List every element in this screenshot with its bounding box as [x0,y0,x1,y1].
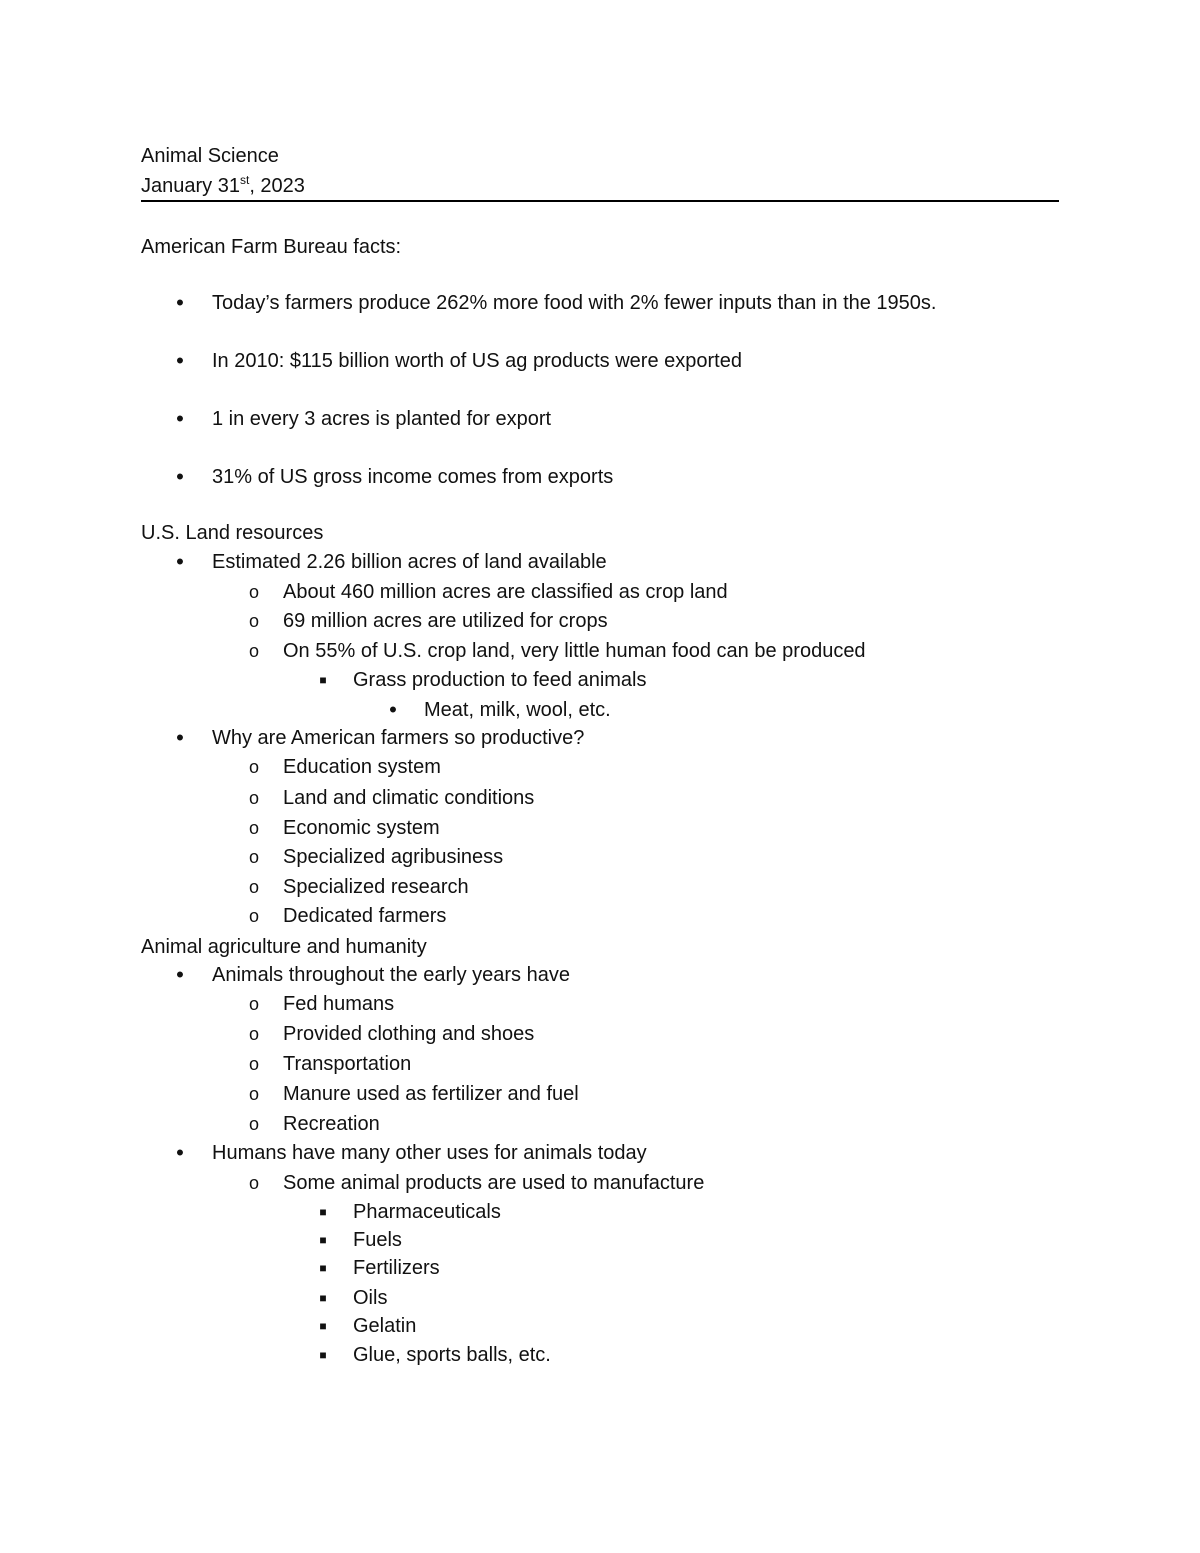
list-item: On 55% of U.S. crop land, very little human food can be produced [283,640,866,662]
bullet-circle: o [248,1084,259,1104]
date-year: , 2023 [249,175,305,197]
list-item: Dedicated farmers [283,905,447,927]
bullet-square: ■ [319,1319,327,1333]
bullet-circle: o [248,877,259,897]
course-title: Animal Science [141,145,279,167]
list-item: Transportation [283,1053,412,1075]
list-item: Education system [283,756,441,778]
header-divider [141,200,1059,202]
bullet-circle: o [248,906,259,926]
list-item: Fertilizers [353,1257,440,1279]
fact-item: 1 in every 3 acres is planted for export [212,408,552,430]
bullet-circle: o [248,757,259,777]
date-suffix: st [239,173,250,187]
list-item: Some animal products are used to manufacture [283,1172,705,1194]
bullet-dot: • [176,725,184,750]
fact-item: Today’s farmers produce 262% more food with 2% fewer inputs than in the 1950s. [212,292,937,314]
list-item: Gelatin [353,1315,417,1337]
bullet-circle: o [248,1054,259,1074]
list-item: Pharmaceuticals [353,1201,501,1223]
list-item: Glue, sports balls, etc. [353,1344,551,1366]
bullet-circle: o [248,847,259,867]
list-item: Specialized research [283,876,469,898]
list-item: Manure used as fertilizer and fuel [283,1083,579,1105]
land-heading: U.S. Land resources [141,522,324,544]
bullet-circle: o [248,582,259,602]
list-item: About 460 million acres are classified as crop land [283,581,728,603]
list-item: Humans have many other uses for animals today [212,1142,647,1164]
fact-item: In 2010: $115 billion worth of US ag products were exported [212,350,742,372]
bullet-circle: o [248,611,259,631]
bullet-dot: • [176,406,184,431]
list-item: Fuels [353,1229,402,1251]
bullet-circle: o [248,1024,259,1044]
list-item: Economic system [283,817,440,839]
bullet-dot: • [176,290,184,315]
bullet-dot: • [389,697,397,722]
list-item: Land and climatic conditions [283,787,535,809]
bullet-dot: • [176,464,184,489]
bullet-square: ■ [319,1291,327,1305]
list-item: 69 million acres are utilized for crops [283,610,608,632]
bullet-circle: o [248,788,259,808]
bullet-square: ■ [319,1261,327,1275]
date-line [141,174,305,198]
bullet-dot: • [176,549,184,574]
list-item: Specialized agribusiness [283,846,504,868]
list-item: Grass production to feed animals [353,669,647,691]
list-item: Why are American farmers so productive? [212,727,585,749]
bullet-dot: • [176,962,184,987]
bullet-circle: o [248,1173,259,1193]
bullet-square: ■ [319,673,327,687]
bullet-square: ■ [319,1348,327,1362]
fact-item: 31% of US gross income comes from exports [212,466,614,488]
bullet-circle: o [248,641,259,661]
list-item: Animals throughout the early years have [212,964,570,986]
list-item: Estimated 2.26 billion acres of land available [212,551,607,573]
bullet-circle: o [248,994,259,1014]
bullet-circle: o [248,818,259,838]
humanity-heading: Animal agriculture and humanity [141,936,427,958]
list-item: Meat, milk, wool, etc. [424,699,611,721]
farm-bureau-heading: American Farm Bureau facts: [141,236,402,258]
bullet-circle: o [248,1114,259,1134]
bullet-square: ■ [319,1233,327,1247]
list-item: Oils [353,1287,388,1309]
bullet-dot: • [176,1140,184,1165]
bullet-dot: • [176,348,184,373]
date-main: January 31 [141,175,240,197]
list-item: Recreation [283,1113,380,1135]
list-item: Fed humans [283,993,395,1015]
list-item: Provided clothing and shoes [283,1023,535,1045]
bullet-square: ■ [319,1205,327,1219]
